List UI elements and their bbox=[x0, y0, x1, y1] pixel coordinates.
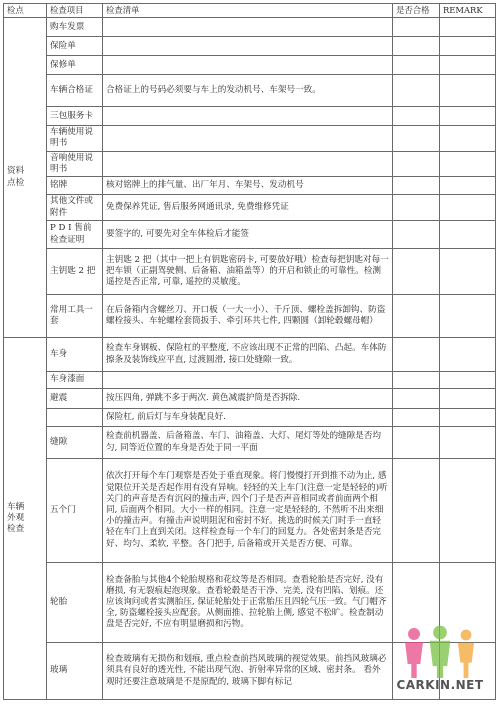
pass-cell[interactable] bbox=[393, 427, 440, 459]
remark-cell[interactable] bbox=[440, 372, 496, 389]
table-row bbox=[4, 459, 496, 563]
pass-cell[interactable] bbox=[393, 409, 440, 427]
remark-cell[interactable] bbox=[440, 18, 496, 37]
row-desc bbox=[103, 37, 393, 56]
row-desc: 保险杠, 前后灯与车身装配良好. bbox=[103, 409, 393, 427]
row-desc: 检查玻璃有无损伤和划痕, 重点检查前挡风玻璃的视觉效果。前挡风玻璃必须具有良好的透光性, 不能出现气泡、折射率异常的区域、密封条。 看外观时还要注意玻璃是不是原配的, 玻璃下脚有标记 bbox=[103, 643, 393, 700]
remark-cell[interactable] bbox=[440, 338, 496, 372]
row-item: 三包服务卡 bbox=[47, 107, 103, 126]
category-exterior bbox=[4, 338, 47, 700]
row-item: 铭牌 bbox=[47, 177, 103, 195]
row-desc: 检查车身钢板、保险杠的平整度, 不应该出现不正常的凹陷、凸起。车体防擦条及装饰线应平直, 过渡圆滑, 接口处缝隙一致。 bbox=[103, 338, 393, 372]
header-item: 检查项目 bbox=[47, 4, 103, 18]
table-row bbox=[4, 427, 496, 459]
table-row bbox=[4, 389, 496, 409]
pass-cell[interactable] bbox=[393, 459, 440, 563]
row-item: 车辆合格证 bbox=[47, 75, 103, 107]
row-item bbox=[47, 409, 103, 427]
table-row bbox=[4, 177, 496, 195]
pass-cell[interactable] bbox=[393, 195, 440, 221]
row-desc: 依次打开每个车门观察是否处于垂直现象。将门慢慢打开到推不动为止, 感觉限位开关是否起作用有没有异响。轻轻的关上车门(注意一定是轻轻的)听关门的声音是否有沉闷的撞击声, 四个门子是否声音相同或者前面两个相同, 后面两个相同。大小一样的相同。注意一定是轻轻的, 不然听不出来细小的撞击声。有撞击声说明阻泥和密封不好。挑选的时候关门时手一直轻轻在车门上直到关闭。这样检查每一个车门的回复力。各处密封条是否完好、均匀、柔软, 平整。各门把手, 后备箱或开关是否方便、可靠。 bbox=[103, 459, 393, 563]
pass-cell[interactable] bbox=[393, 221, 440, 249]
header-pass: 是否合格 bbox=[393, 4, 440, 18]
table-row bbox=[4, 195, 496, 221]
row-desc: 检查前机器盖、后备箱盖、车门、油箱盖、大灯、尾灯等处的缝隙是否均匀, 同等近位置的车身是否处于同一平面 bbox=[103, 427, 393, 459]
table-row bbox=[4, 221, 496, 249]
row-item: 缝隙 bbox=[47, 427, 103, 459]
pass-cell[interactable] bbox=[393, 389, 440, 409]
row-desc: 合格证上的号码必须要与车上的发动机号、车架号一致。 bbox=[103, 75, 393, 107]
table-row bbox=[4, 338, 496, 372]
pass-cell[interactable] bbox=[393, 151, 440, 176]
row-item: 车身 bbox=[47, 338, 103, 372]
figure-body bbox=[458, 643, 474, 678]
figure-body bbox=[430, 641, 451, 678]
pass-cell[interactable] bbox=[393, 295, 440, 338]
row-item: 车身漆面 bbox=[47, 372, 103, 389]
pass-cell[interactable] bbox=[393, 177, 440, 195]
table-row bbox=[4, 18, 496, 37]
table-row bbox=[4, 151, 496, 176]
people-logo-icon bbox=[386, 620, 494, 680]
remark-cell[interactable] bbox=[440, 221, 496, 249]
row-item: 保险单 bbox=[47, 37, 103, 56]
pass-cell[interactable] bbox=[393, 372, 440, 389]
remark-cell[interactable] bbox=[440, 107, 496, 126]
pass-cell[interactable] bbox=[393, 37, 440, 56]
table-row bbox=[4, 295, 496, 338]
row-item: 玻璃 bbox=[47, 643, 103, 700]
row-item: 音响使用说明书 bbox=[47, 151, 103, 176]
remark-cell[interactable] bbox=[440, 295, 496, 338]
row-desc bbox=[103, 107, 393, 126]
figure-head bbox=[433, 626, 447, 640]
row-item: 车辆使用说明书 bbox=[47, 126, 103, 151]
table-row bbox=[4, 372, 496, 389]
pass-cell[interactable] bbox=[393, 75, 440, 107]
remark-cell[interactable] bbox=[440, 126, 496, 151]
row-desc bbox=[103, 18, 393, 37]
table-row bbox=[4, 56, 496, 75]
row-item: 常用工具一套 bbox=[47, 295, 103, 338]
remark-cell[interactable] bbox=[440, 409, 496, 427]
pass-cell[interactable] bbox=[393, 126, 440, 151]
category-docs-line2: 点检 bbox=[7, 177, 25, 188]
remark-cell[interactable] bbox=[440, 177, 496, 195]
remark-cell[interactable] bbox=[440, 389, 496, 409]
pass-cell[interactable] bbox=[393, 18, 440, 37]
row-item: 购车发票 bbox=[47, 18, 103, 37]
row-desc: 在后备箱内含螺丝刀、开口板（一大一小）、千斤顶、螺栓盖拆卸钩、防盗螺栓接头、车轮螺栓套筒扳手、牵引环共七件, 四颗圆（卸轮毂螺母帽） bbox=[103, 295, 393, 338]
row-desc: 要签字的, 可要先对全车体检后才能签 bbox=[103, 221, 393, 249]
remark-cell[interactable] bbox=[440, 249, 496, 295]
row-item: P D I 售前检查证明 bbox=[47, 221, 103, 249]
row-desc bbox=[103, 151, 393, 176]
table-header-row bbox=[4, 4, 496, 18]
row-desc bbox=[103, 126, 393, 151]
row-desc: 主钥匙 2 把（其中一把上有钥匙密码卡, 可要放好哦）检查每把钥匙对每一把车锁（正副驾驶侧、后备箱、油箱盖等）的开启和锁止的可靠性。检测遥控是否正常, 可靠, 遥控的灵敏度。 bbox=[103, 249, 393, 295]
header-remark: REMARK bbox=[440, 4, 496, 18]
row-desc: 核对铭牌上的排气量、出厂年月、车架号、发动机号 bbox=[103, 177, 393, 195]
row-desc: 检查备胎与其他4个轮胎规格和花纹等是否相同。查看轮胎是否完好, 没有磨损, 有无裂痕起泡现象。查看轮毂是否干净、完美, 没有凹陷、划痕。还应该询问或者实测胎压, 保证轮胎处于正常胎压且四轮气压一致。气门帽齐全, 防盗螺栓接头应配套。从侧面推、拉轮胎上侧, 感觉不松旷。检查制动盘是否完好, 不应有明显磨损和污物。 bbox=[103, 563, 393, 643]
category-docs bbox=[4, 18, 47, 338]
table-row bbox=[4, 107, 496, 126]
row-item: 其他文件或附件 bbox=[47, 195, 103, 221]
row-item: 主钥匙 2 把 bbox=[47, 249, 103, 295]
category-docs-line1: 资料 bbox=[7, 166, 25, 177]
table-row bbox=[4, 249, 496, 295]
row-item: 五个门 bbox=[47, 459, 103, 563]
category-exterior-line1: 车辆 bbox=[7, 501, 25, 512]
remark-cell[interactable] bbox=[440, 56, 496, 75]
pass-cell[interactable] bbox=[393, 249, 440, 295]
row-desc: 免费保养凭证, 售后服务网通讯录, 免费维修凭证 bbox=[103, 195, 393, 221]
pass-cell[interactable] bbox=[393, 338, 440, 372]
row-desc bbox=[103, 56, 393, 75]
pass-cell[interactable] bbox=[393, 107, 440, 126]
table-row bbox=[4, 37, 496, 56]
inspection-table bbox=[3, 3, 496, 700]
header-checklist: 检查清单 bbox=[103, 4, 393, 18]
remark-cell[interactable] bbox=[440, 75, 496, 107]
figure-head bbox=[461, 630, 472, 641]
row-item: 保修单 bbox=[47, 56, 103, 75]
category-exterior-line3: 检查 bbox=[7, 524, 25, 535]
figure-body bbox=[405, 642, 423, 678]
table-row bbox=[4, 126, 496, 151]
table-row bbox=[4, 409, 496, 427]
category-exterior-line2: 外观 bbox=[7, 512, 25, 523]
row-desc bbox=[103, 372, 393, 389]
row-item: 避震 bbox=[47, 389, 103, 409]
watermark-brand-text: CARKIN.NET bbox=[396, 678, 484, 692]
table-row bbox=[4, 75, 496, 107]
figure-head bbox=[408, 628, 420, 640]
header-category: 检点 bbox=[4, 4, 47, 18]
row-item: 轮胎 bbox=[47, 563, 103, 643]
remark-cell[interactable] bbox=[440, 459, 496, 563]
remark-cell[interactable] bbox=[440, 151, 496, 176]
row-desc: 按压四角, 弹跳不多于两次. 黄色减震护筒是否拆除. bbox=[103, 389, 393, 409]
pass-cell[interactable] bbox=[393, 56, 440, 75]
remark-cell[interactable] bbox=[440, 427, 496, 459]
carkin-watermark bbox=[386, 620, 494, 698]
remark-cell[interactable] bbox=[440, 37, 496, 56]
remark-cell[interactable] bbox=[440, 195, 496, 221]
